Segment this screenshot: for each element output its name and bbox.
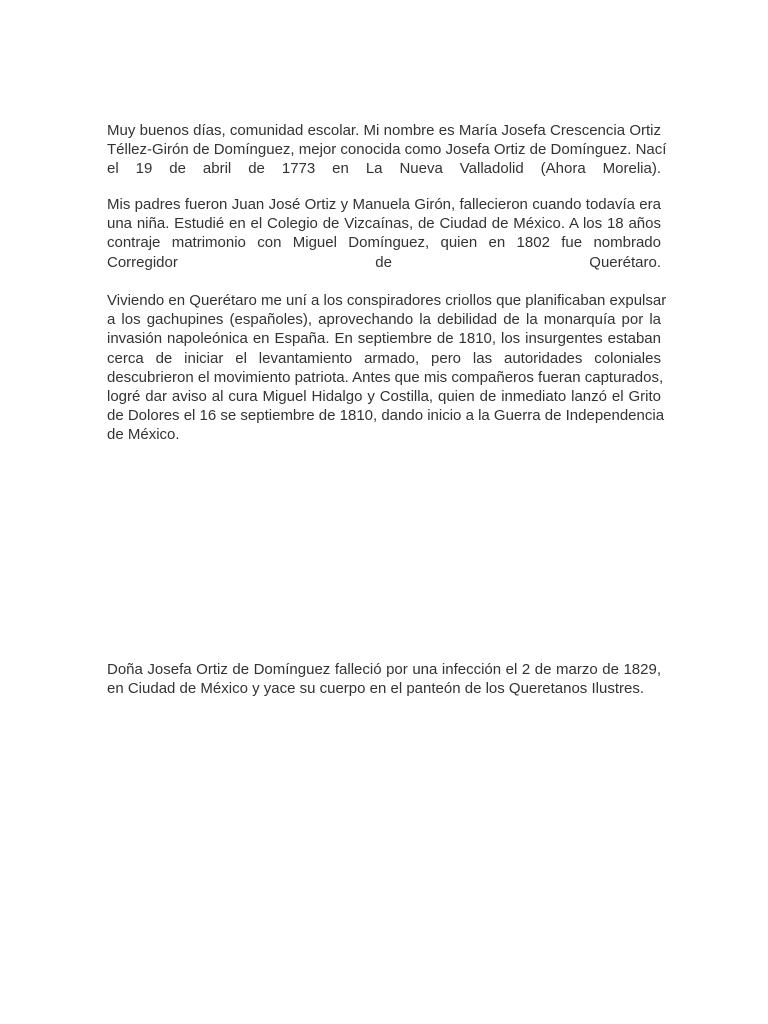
text-line: Muy buenos días, comunidad escolar. Mi nombre es María Josefa Crescencia Ortiz (107, 122, 661, 139)
text-line: una niña. Estudié en el Colegio de Vizcaínas, de Ciudad de México. A los 18 años (107, 215, 661, 233)
paragraph-family (107, 195, 661, 272)
text-line: Doña Josefa Ortiz de Domínguez falleció por una infección el 2 de marzo de 1829, (107, 661, 661, 678)
paragraph-conspiracy (107, 291, 667, 445)
text-line: invasión napoleónica en España. En septiembre de 1810, los insurgentes estaban (107, 330, 661, 348)
paragraph-introduction (107, 121, 667, 179)
text-line: Mis padres fueron Juan José Ortiz y Manuela Girón, fallecieron cuando todavía era (107, 196, 661, 213)
text-line: contraje matrimonio con Miguel Domínguez, quien en 1802 fue nombrado (107, 234, 661, 252)
text-line: a los gachupines (españoles), aprovechando la debilidad de la monarquía por la (107, 311, 661, 329)
text-line: descubrieron el movimiento patriota. Antes que mis compañeros fueran capturados, (107, 368, 664, 386)
paragraph-death (107, 660, 661, 698)
text-line: Viviendo en Querétaro me uní a los conspiradores criollos que planificaban expulsar (107, 292, 667, 309)
text-line: de Dolores el 16 se septiembre de 1810, dando inicio a la Guerra de Independencia (107, 407, 665, 425)
text-line: el 19 de abril de 1773 en La Nueva Valladolid (Ahora Morelia). (107, 160, 661, 178)
text-line: logré dar aviso al cura Miguel Hidalgo y Costilla, quien de inmediato lanzó el Grito (107, 387, 661, 405)
text-line: cerca de iniciar el levantamiento armado, pero las autoridades coloniales (107, 349, 661, 367)
text-line: en Ciudad de México y yace su cuerpo en el panteón de los Queretanos Ilustres. (107, 680, 644, 698)
text-line: de México. (107, 426, 180, 444)
text-line: Téllez-Girón de Domínguez, mejor conocida como Josefa Ortiz de Domínguez. Nací (107, 141, 667, 159)
text-line: Corregidor de Querétaro. (107, 253, 661, 271)
